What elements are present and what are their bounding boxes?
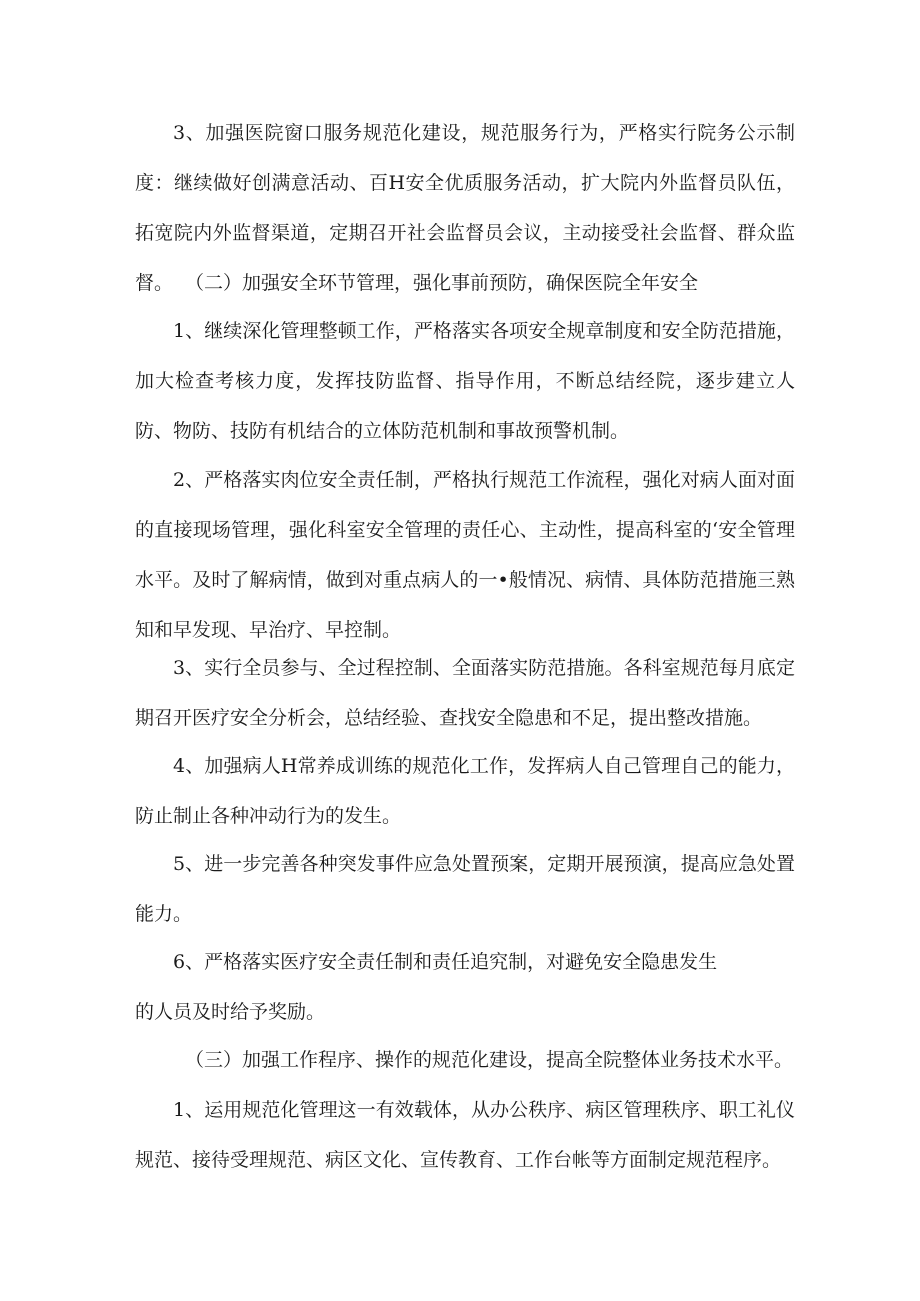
paragraph-1: 3、加强医院窗口服务规范化建设，规范服务行为，严格实行院务公示制度：继续做好创满意活动、百H安全优质服务活动，扩大院内外监督员队伍，拓宽院内外监督渠道，定期召开社会监督员会议，主动接受社会监督、群众监督。 (135, 122, 795, 294)
paragraph-6: 4、加强病人H常养成训练的规范化工作，发挥病人自己管理自己的能力，防止制止各种冲动行为的发生。 (135, 755, 795, 827)
paragraph-7: 5、进一步完善各种突发事件应急处置预案，定期开展预演，提高应急处置能力。 (135, 853, 795, 925)
paragraph-8: 6、严格落实医疗安全责任制和责任追究制，对避免安全隐患发生 (173, 951, 718, 973)
paragraph-4: 2、严格落实肉位安全责任制，严格执行规范工作流程，强化对病人面对面的直接现场管理，强化科室安全管理的责任心、主动性，提高科室的‘安全管理水平。及时了解病情，做到对重点病人的一•般情况、病情、具体防范措施三熟知和早发现、早治疗、早控制。 (135, 469, 795, 641)
section-heading-10: （三）加强工作程序、操作的规范化建设，提高全院整体业务技术水平。 (185, 1049, 794, 1071)
section-heading-2: （二）加强安全环节管理，强化事前预防，确保医院全年安全 (185, 272, 699, 294)
paragraph-5: 3、实行全员参与、全过程控制、全面落实防范措施。各科室规范每月底定期召开医疗安全分析会，总结经验、查找安全隐患和不足，提出整改措施。 (135, 657, 795, 729)
paragraph-9: 的人员及时给予奖励。 (135, 1001, 326, 1023)
paragraph-11: 1、运用规范化管理这一有效载体，从办公秩序、病区管理秩序、职工礼仪规范、接待受理规范、病区文化、宣传教育、工作台帐等方面制定规范程序。 (135, 1099, 795, 1171)
paragraph-3: 1、继续深化管理整顿工作，严格落实各项安全规章制度和安全防范措施，加大检查考核力度，发挥技防监督、指导作用，不断总结经院，逐步建立人防、物防、技防有机结合的立体防范机制和事故预警机制。 (135, 320, 795, 442)
